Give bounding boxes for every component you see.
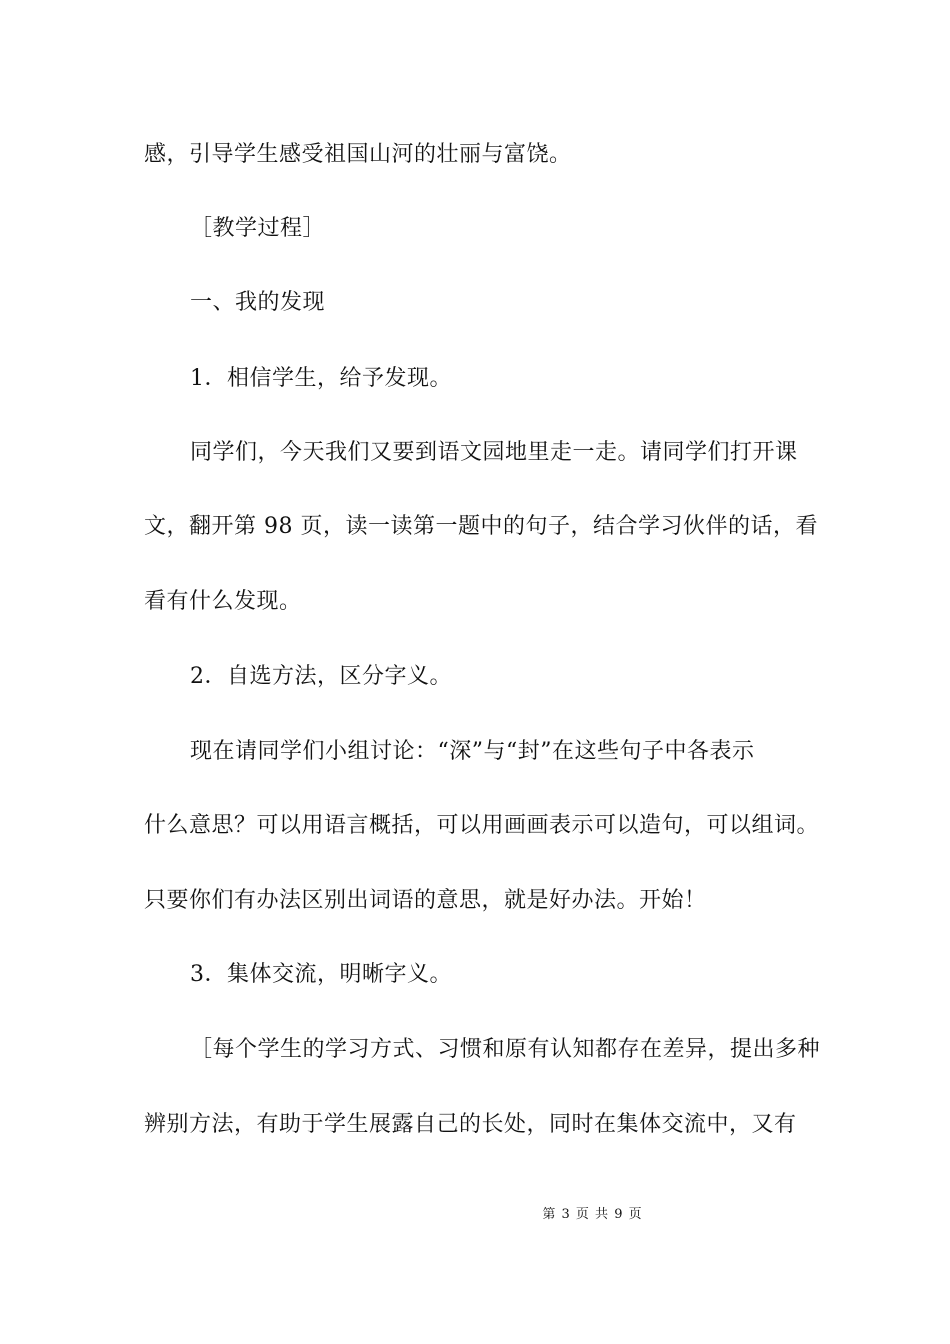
text-line-5: 同学们，今天我们又要到语文园地里走一走。请同学们打开课	[190, 440, 798, 465]
text-line-1: 感，引导学生感受祖国山河的壮丽与富饶。	[144, 142, 572, 167]
text-line-9: 现在请同学们小组讨论：“深”与“封”在这些句子中各表示	[190, 739, 755, 764]
text-line-14: 辨别方法，有助于学生展露自己的长处，同时在集体交流中，又有	[144, 1112, 797, 1137]
section-heading-teaching-process: ［教学过程］	[190, 216, 326, 241]
step-3-heading: 3．集体交流，明晰字义。	[190, 962, 452, 987]
text-line-10: 什么意思？可以用语言概括，可以用画画表示可以造句，可以组词。	[144, 813, 820, 838]
text-line-6: 文，翻开第 98 页，读一读第一题中的句子，结合学习伙伴的话，看	[144, 514, 818, 539]
heading-my-discovery: 一、我的发现	[190, 290, 326, 315]
step-2-heading: 2．自选方法，区分字义。	[190, 664, 452, 689]
text-line-7: 看有什么发现。	[144, 589, 302, 614]
text-line-13: ［每个学生的学习方式、习惯和原有认知都存在差异，提出多种	[190, 1037, 821, 1062]
page-number-footer: 第 3 页 共 9 页	[542, 1207, 643, 1222]
text-line-11: 只要你们有办法区别出词语的意思，就是好办法。开始！	[144, 888, 707, 913]
step-1-heading: 1．相信学生，给予发现。	[190, 366, 452, 391]
